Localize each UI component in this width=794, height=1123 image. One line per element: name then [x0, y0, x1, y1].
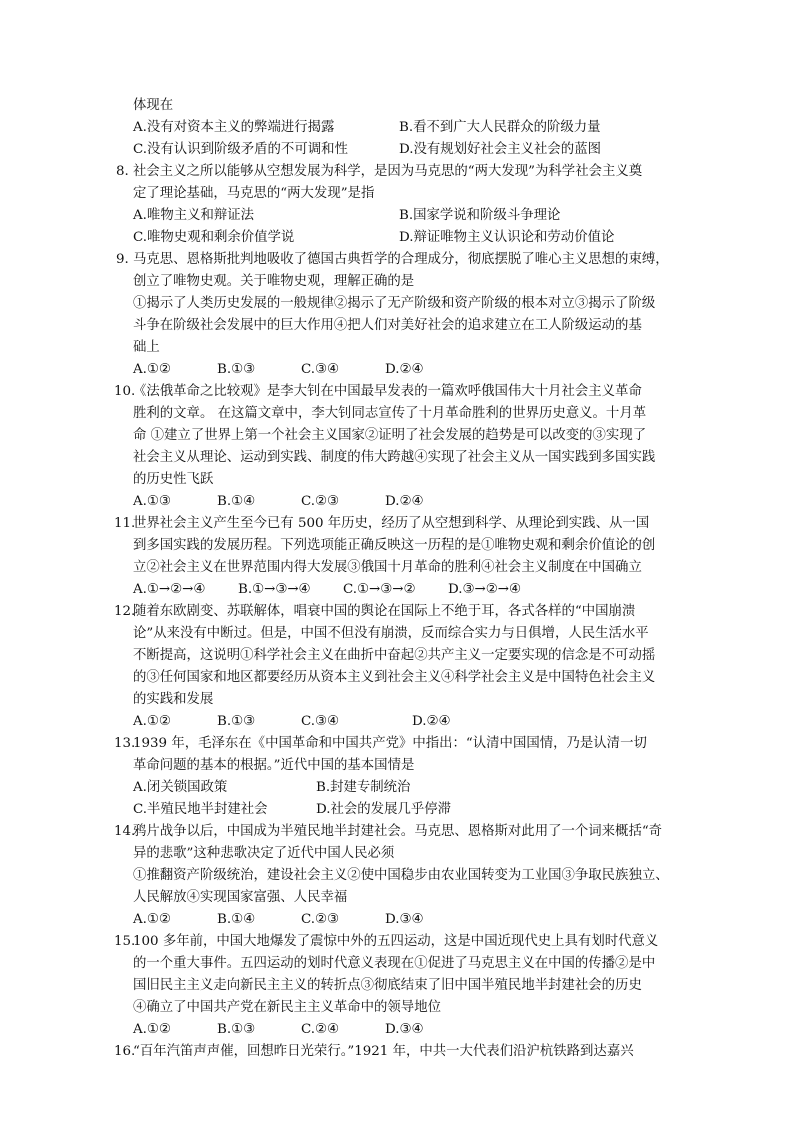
question-10-line-5: 的历史性飞跃 — [133, 472, 214, 487]
question-15 — [116, 931, 682, 1041]
question-14-option-d[interactable]: D.③④ — [385, 912, 424, 927]
question-10-option-c[interactable]: C.②③ — [301, 494, 340, 509]
question-15-line-4: ④确立了中国共产党在新民主主义革命中的领导地位 — [133, 1000, 441, 1015]
question-15-option-b[interactable]: B.①③ — [217, 1022, 256, 1037]
question-9-line-5: 础上 — [133, 340, 160, 355]
question-8-option-b[interactable]: B.国家学说和阶级斗争理论 — [399, 208, 561, 223]
question-13-line-1: 1939 年，毛泽东在《中国革命和中国共产党》中指出：“认清中国国情，乃是认清一切 — [133, 736, 647, 751]
question-7-options-row-2 — [133, 139, 682, 161]
question-8-options-row-1 — [133, 205, 682, 227]
question-9-option-b[interactable]: B.①③ — [217, 362, 256, 377]
question-13-option-c[interactable]: C.半殖民地半封建社会 — [133, 802, 268, 817]
question-7-tail: 体现在 — [133, 98, 174, 113]
question-15-line-1: 100 多年前，中国大地爆发了震惊中外的五四运动，这是中国近现代史上具有划时代意义 — [133, 934, 659, 949]
question-11-option-a[interactable]: A.①→②→④ — [133, 582, 206, 597]
question-number: 11. — [114, 516, 136, 531]
question-10-option-b[interactable]: B.①④ — [217, 494, 256, 509]
question-13-option-b[interactable]: B.封建专制统治 — [316, 780, 411, 795]
question-12-line-2: 论”从来没有中断过。但是，中国不但没有崩溃，反而综合实力与日俱增，人民生活水平 — [133, 626, 649, 641]
question-16-line-1: “百年汽笛声声催，回想昨日光荣行。”1921 年，中共一大代表们沿沪杭铁路到达嘉兴 — [133, 1044, 634, 1059]
question-10 — [116, 381, 682, 513]
question-12-option-d[interactable]: D.②④ — [412, 714, 451, 729]
question-12 — [116, 601, 682, 733]
question-12-option-a[interactable]: A.①② — [133, 714, 171, 729]
question-15-option-d[interactable]: D.③④ — [385, 1022, 424, 1037]
question-14-options — [133, 909, 682, 931]
question-8-option-c[interactable]: C.唯物史观和剩余价值学说 — [133, 230, 295, 245]
question-7-options-row-1 — [133, 117, 682, 139]
question-15-options — [133, 1019, 682, 1041]
question-7-option-a[interactable]: A.没有对资本主义的弊端进行揭露 — [133, 120, 335, 135]
question-14 — [116, 821, 682, 931]
question-11 — [116, 513, 682, 601]
question-13-option-a[interactable]: A.闭关锁国政策 — [133, 780, 228, 795]
question-9-option-a[interactable]: A.①② — [133, 362, 171, 377]
question-9-line-3: ①揭示了人类历史发展的一般规律②揭示了无产阶级和资产阶级的根本对立③揭示了阶级 — [133, 296, 656, 311]
question-11-line-1: 世界社会主义产生至今已有 500 年历史，经历了从空想到科学、从理论到实践、从一国 — [133, 516, 650, 531]
question-13 — [116, 733, 682, 821]
question-12-line-1: 随着东欧剧变、苏联解体，唱衰中国的舆论在国际上不绝于耳，各式各样的“中国崩溃 — [133, 604, 636, 619]
question-13-line-2: 革命问题的基本的根据。”近代中国的基本国情是 — [133, 758, 415, 773]
question-9 — [116, 249, 682, 381]
question-12-options — [133, 711, 682, 733]
question-list — [116, 95, 682, 1063]
question-number: 9. — [116, 252, 129, 267]
question-11-option-d[interactable]: D.③→②→④ — [448, 582, 521, 597]
question-14-line-2: 异的悲歌”这种悲歌决定了近代中国人民必须 — [133, 846, 395, 861]
question-9-option-c[interactable]: C.③④ — [301, 362, 340, 377]
question-12-option-b[interactable]: B.①③ — [217, 714, 256, 729]
question-14-line-3: ①推翻资产阶级统治，建设社会主义②使中国稳步由农业国转变为工业国③争取民族独立、 — [133, 868, 669, 883]
question-number: 13. — [114, 736, 136, 751]
question-9-line-2: 创立了唯物史观。关于唯物史观，理解正确的是 — [133, 274, 415, 289]
question-10-option-d[interactable]: D.②④ — [385, 494, 424, 509]
question-10-line-2: 胜利的文章。 在这篇文章中，李大钊同志宣传了十月革命胜利的世界历史意义。十月革 — [133, 406, 647, 421]
question-12-line-3: 不断提高，这说明①科学社会主义在曲折中奋起②共产主义一定要实现的信念是不可动摇 — [133, 648, 656, 663]
question-15-option-a[interactable]: A.①② — [133, 1022, 171, 1037]
question-14-line-1: 鸦片战争以后，中国成为半殖民地半封建社会。马克思、恩格斯对此用了一个词来概括“奇 — [133, 824, 663, 839]
question-8-line-2: 定了理论基础，马克思的“两大发现”是指 — [133, 186, 375, 201]
question-8-option-d[interactable]: D.辩证唯物主义认识论和劳动价值论 — [399, 230, 615, 245]
question-10-line-3: 命 ①建立了世界上第一个社会主义国家②证明了社会发展的趋势是可以改变的③实现了 — [133, 428, 647, 443]
question-12-line-5: 的实践和发展 — [133, 692, 214, 707]
question-7-option-d[interactable]: D.没有规划好社会主义社会的蓝图 — [399, 142, 601, 157]
question-10-line-1: 《法俄革命之比较观》是李大钊在中国最早发表的一篇欢呼俄国伟大十月社会主义革命 — [133, 384, 642, 399]
question-11-line-3: 立②社会主义在世界范围内得大发展③俄国十月革命的胜利④社会主义制度在中国确立 — [133, 560, 642, 575]
question-number: 15. — [114, 934, 136, 949]
question-8-option-a[interactable]: A.唯物主义和辩证法 — [133, 208, 255, 223]
question-13-options-row-1 — [133, 777, 682, 799]
question-10-option-a[interactable]: A.①③ — [133, 494, 171, 509]
question-7 — [116, 95, 682, 161]
question-10-options — [133, 491, 682, 513]
question-12-option-c[interactable]: C.③④ — [301, 714, 340, 729]
question-number: 12. — [114, 604, 136, 619]
question-number: 10. — [114, 384, 136, 399]
question-7-option-b[interactable]: B.看不到广大人民群众的阶级力量 — [399, 120, 601, 135]
question-15-option-c[interactable]: C.②④ — [301, 1022, 340, 1037]
question-9-line-1: 马克思、恩格斯批判地吸收了德国古典哲学的合理成分，彻底摆脱了唯心主义思想的束缚， — [133, 252, 669, 267]
question-13-options-row-2 — [133, 799, 682, 821]
question-11-option-c[interactable]: C.①→③→② — [343, 582, 416, 597]
question-13-option-d[interactable]: D.社会的发展几乎停滞 — [316, 802, 452, 817]
question-14-option-a[interactable]: A.①② — [133, 912, 171, 927]
question-15-line-2: 的一个重大事件。五四运动的划时代意义表现在①促进了马克思主义在中国的传播②是中 — [133, 956, 656, 971]
question-9-line-4: 斗争在阶级社会发展中的巨大作用④把人们对美好社会的追求建立在工人阶级运动的基 — [133, 318, 642, 333]
question-8-options-row-2 — [133, 227, 682, 249]
question-number: 16. — [114, 1044, 136, 1059]
question-7-option-c[interactable]: C.没有认识到阶级矛盾的不可调和性 — [133, 142, 348, 157]
question-9-option-d[interactable]: D.②④ — [385, 362, 424, 377]
question-14-option-b[interactable]: B.①④ — [217, 912, 256, 927]
question-10-line-4: 社会主义从理论、运动到实践、制度的伟大跨越④实现了社会主义从一国实践到多国实践 — [133, 450, 656, 465]
question-number: 8. — [116, 164, 129, 179]
question-11-option-b[interactable]: B.①→③→④ — [238, 582, 311, 597]
question-11-line-2: 到多国实践的发展历程。下列选项能正确反映这一历程的是①唯物史观和剩余价值论的创 — [133, 538, 656, 553]
question-number: 14. — [114, 824, 136, 839]
question-15-line-3: 国旧民主主义走向新民主主义的转折点③彻底结束了旧中国半殖民地半封建社会的历史 — [133, 978, 642, 993]
question-11-options — [133, 579, 682, 601]
question-16 — [116, 1041, 682, 1063]
question-8-line-1: 社会主义之所以能够从空想发展为科学，是因为马克思的“两大发现”为科学社会主义奠 — [133, 164, 643, 179]
question-9-options — [133, 359, 682, 381]
question-8 — [116, 161, 682, 249]
question-14-option-c[interactable]: C.②③ — [301, 912, 340, 927]
question-12-line-4: 的③任何国家和地区都要经历从资本主义到社会主义④科学社会主义是中国特色社会主义 — [133, 670, 656, 685]
question-14-line-4: 人民解放④实现国家富强、人民幸福 — [133, 890, 348, 905]
